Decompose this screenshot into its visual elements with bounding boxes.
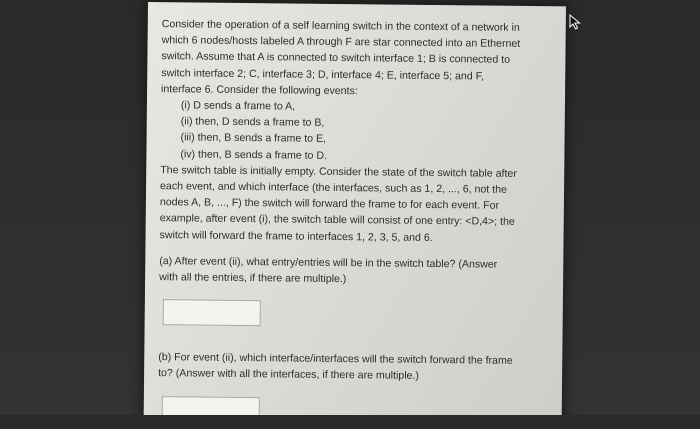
intro-line: switch interface 2; C, interface 3; D, interface 4; E, interface 5; and F, <box>161 66 484 83</box>
paragraph-line: nodes A, B, ..., F) the switch will forward the frame to for each event. For <box>159 196 500 212</box>
part-a-answer-input[interactable] <box>163 299 261 326</box>
intro-paragraph <box>161 16 554 101</box>
part-a-prompt: (a) After event (ii), what entry/entries will be in the switch table? (Answer <box>159 254 498 271</box>
mouse-pointer-icon <box>569 14 581 30</box>
event-item: (iv) then, B sends a frame to D. <box>180 147 328 162</box>
intro-line: interface 6. Consider the following events: <box>161 82 358 98</box>
event-item: (i) D sends a frame to A, <box>180 99 296 113</box>
intro-line: switch. Assume that A is connected to switch interface 1; B is connected to <box>161 50 511 67</box>
paragraph-line: each event, and which interface (the interfaces, such as 1, 2, ..., 6, not the <box>160 180 507 196</box>
part-a <box>159 253 552 330</box>
part-a-prompt: with all the entries, if there are multiple.) <box>159 271 347 286</box>
events-list <box>160 97 553 166</box>
paragraph-line: example, after event (i), the switch table will consist of one entry: <D,4>; the <box>159 212 515 229</box>
paragraph-line: The switch table is initially empty. Consider the state of the switch table after <box>160 163 517 180</box>
part-b-prompt: (b) For event (ii), which interface/interfaces will the switch forward the frame <box>158 351 513 368</box>
switch-table-paragraph <box>159 162 552 247</box>
screen-bottom-edge <box>0 415 700 429</box>
intro-line: Consider the operation of a self learning switch in the context of a network in <box>161 18 520 34</box>
part-b-prompt: to? (Answer with all the interfaces, if there are multiple.) <box>158 367 420 383</box>
question-content <box>158 16 554 426</box>
event-item: (ii) then, D sends a frame to B, <box>180 115 325 130</box>
paragraph-line: switch will forward the frame to interfaces 1, 2, 3, 5, and 6. <box>159 228 433 244</box>
event-item: (iii) then, B sends a frame to E, <box>180 131 327 146</box>
question-paper <box>143 2 566 429</box>
intro-line: which 6 nodes/hosts labeled A through F are star connected into an Ethernet <box>161 34 521 51</box>
